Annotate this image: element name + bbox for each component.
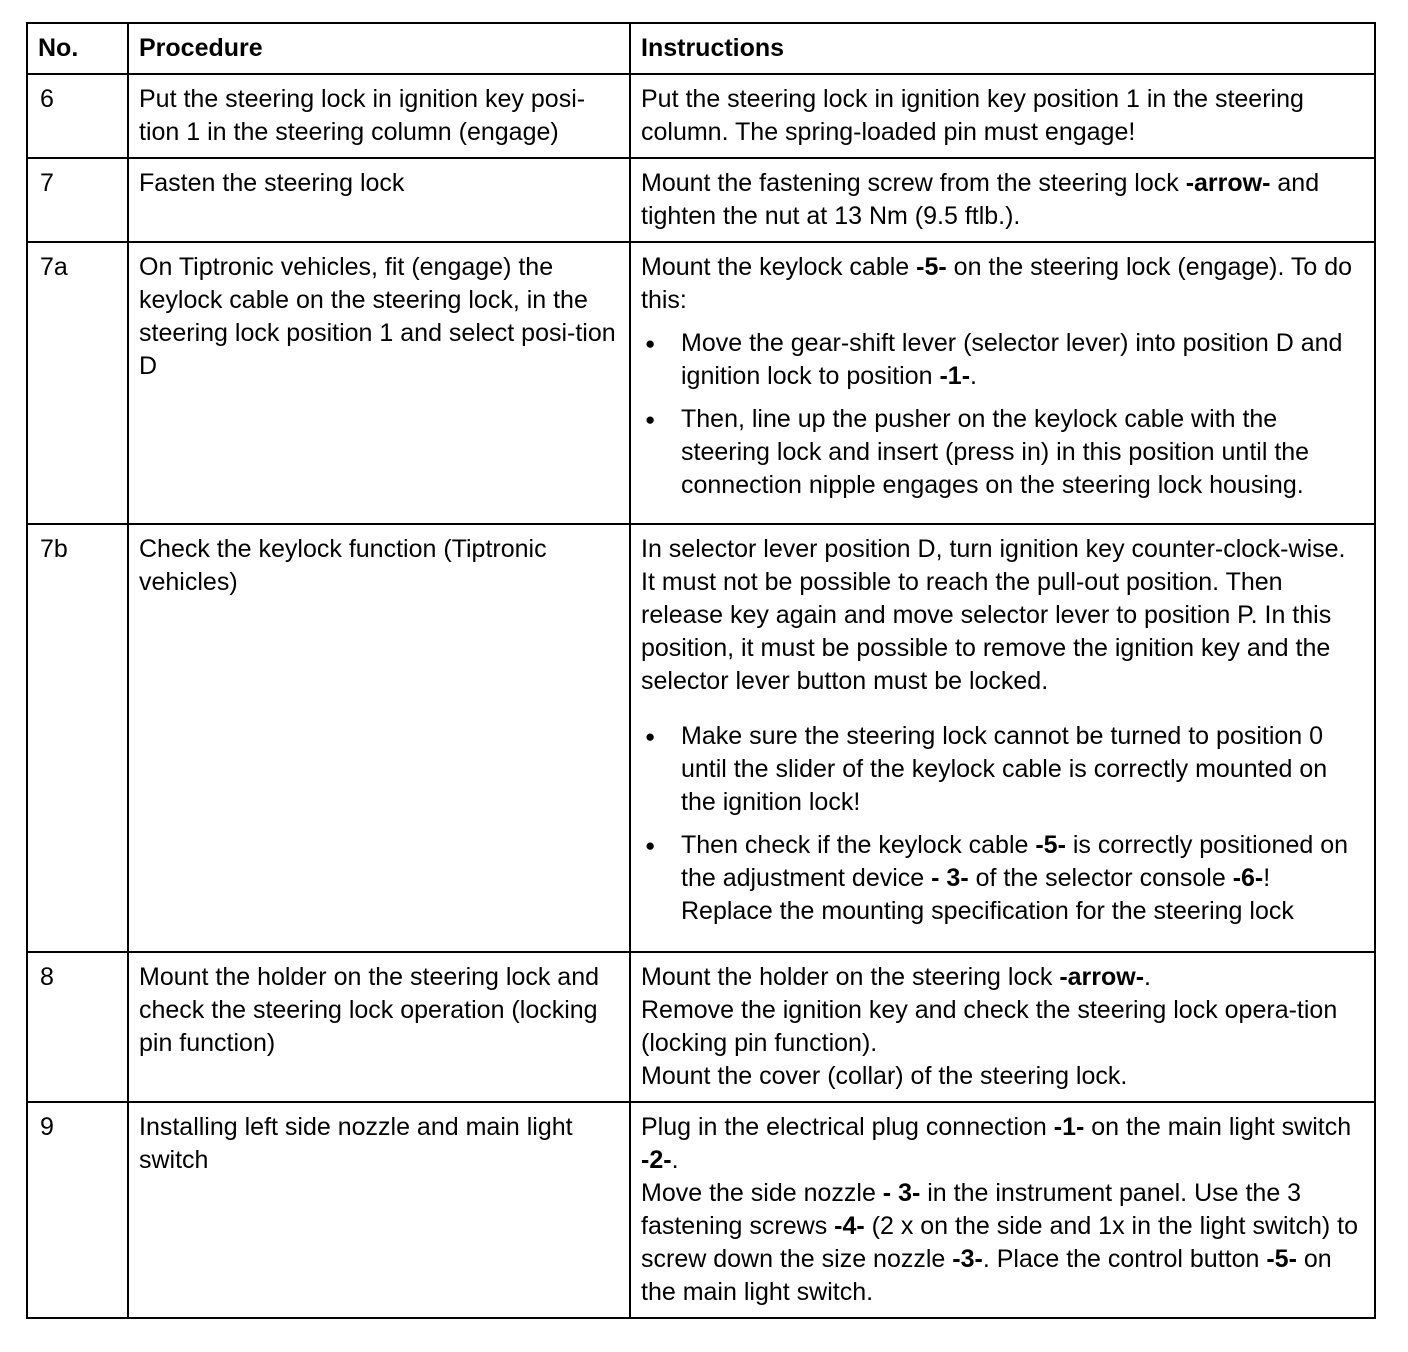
header-procedure: Procedure: [128, 23, 630, 74]
step-number: 7b: [27, 524, 128, 952]
instruction-text: Mount the cover (collar) of the steering lock.: [641, 1062, 1128, 1090]
step-number: 8: [27, 952, 128, 1102]
instruction-text: Move the side nozzle - 3- in the instrument panel. Use the 3 fastening screws -4- (2 x on the side and 1x in the light switch) to screw down the size nozzle -3-. Place the control button -5- on the main light switch.: [641, 1179, 1359, 1306]
bullet-list: [641, 327, 1364, 502]
procedure-cell: Check the keylock function (Tiptronic vehicles): [128, 524, 630, 952]
header-row: [27, 23, 1375, 74]
table-row: [27, 1102, 1375, 1318]
list-item: ● Then, line up the pusher on the keylock cable with the steering lock and insert (press in) in this position until the connection nipple engages on the steering lock housing.: [641, 403, 1364, 502]
instruction-text: Mount the fastening screw from the steering lock -arrow- and tighten the nut at 13 Nm (9.5 ftlb.).: [641, 169, 1320, 230]
procedure-cell: Mount the holder on the steering lock and check the steering lock operation (locking pin function): [128, 952, 630, 1102]
instructions-cell: [630, 74, 1375, 158]
bullet-list: [641, 720, 1364, 928]
instruction-text: Plug in the electrical plug connection -1- on the main light switch -2-.: [641, 1113, 1352, 1174]
step-number: 7a: [27, 242, 128, 524]
procedure-cell: Fasten the steering lock: [128, 158, 630, 242]
procedure-table: [26, 22, 1376, 1319]
instruction-text: Remove the ignition key and check the steering lock opera-tion (locking pin function).: [641, 996, 1338, 1057]
instructions-cell: [630, 524, 1375, 952]
instruction-text: Put the steering lock in ignition key position 1 in the steering column. The spring-loaded pin must engage!: [641, 85, 1304, 146]
header-no: No.: [27, 23, 128, 74]
instructions-cell: [630, 1102, 1375, 1318]
table-row: [27, 158, 1375, 242]
instruction-text: In selector lever position D, turn ignition key counter-clock-wise. It must not be possible to reach the pull-out position. Then release key again and move selector lever to position P. In this position, it must be possible to remove the ignition key and the selector lever button must be locked.: [641, 535, 1346, 695]
procedure-cell: Installing left side nozzle and main light switch: [128, 1102, 630, 1318]
instruction-text: Mount the holder on the steering lock -arrow-.: [641, 963, 1151, 991]
step-number: 9: [27, 1102, 128, 1318]
table-row: [27, 524, 1375, 952]
table-row: [27, 242, 1375, 524]
instructions-cell: [630, 158, 1375, 242]
procedure-cell: Put the steering lock in ignition key posi-tion 1 in the steering column (engage): [128, 74, 630, 158]
list-item: ● Then check if the keylock cable -5- is correctly positioned on the adjustment device - 3- of the selector console -6-! Replace the mounting specification for the steering lock: [641, 829, 1364, 928]
instructions-cell: [630, 952, 1375, 1102]
list-item: ● Make sure the steering lock cannot be turned to position 0 until the slider of the keylock cable is correctly mounted on the ignition lock!: [641, 720, 1364, 819]
table-row: [27, 952, 1375, 1102]
list-item: ● Move the gear-shift lever (selector lever) into position D and ignition lock to position -1-.: [641, 327, 1364, 393]
header-instructions: Instructions: [630, 23, 1375, 74]
instruction-text: Mount the keylock cable -5- on the steering lock (engage). To do this:: [641, 253, 1353, 314]
step-number: 6: [27, 74, 128, 158]
step-number: 7: [27, 158, 128, 242]
procedure-cell: On Tiptronic vehicles, fit (engage) the keylock cable on the steering lock, in the steering lock position 1 and select posi-tion D: [128, 242, 630, 524]
instructions-cell: [630, 242, 1375, 524]
table-row: [27, 74, 1375, 158]
